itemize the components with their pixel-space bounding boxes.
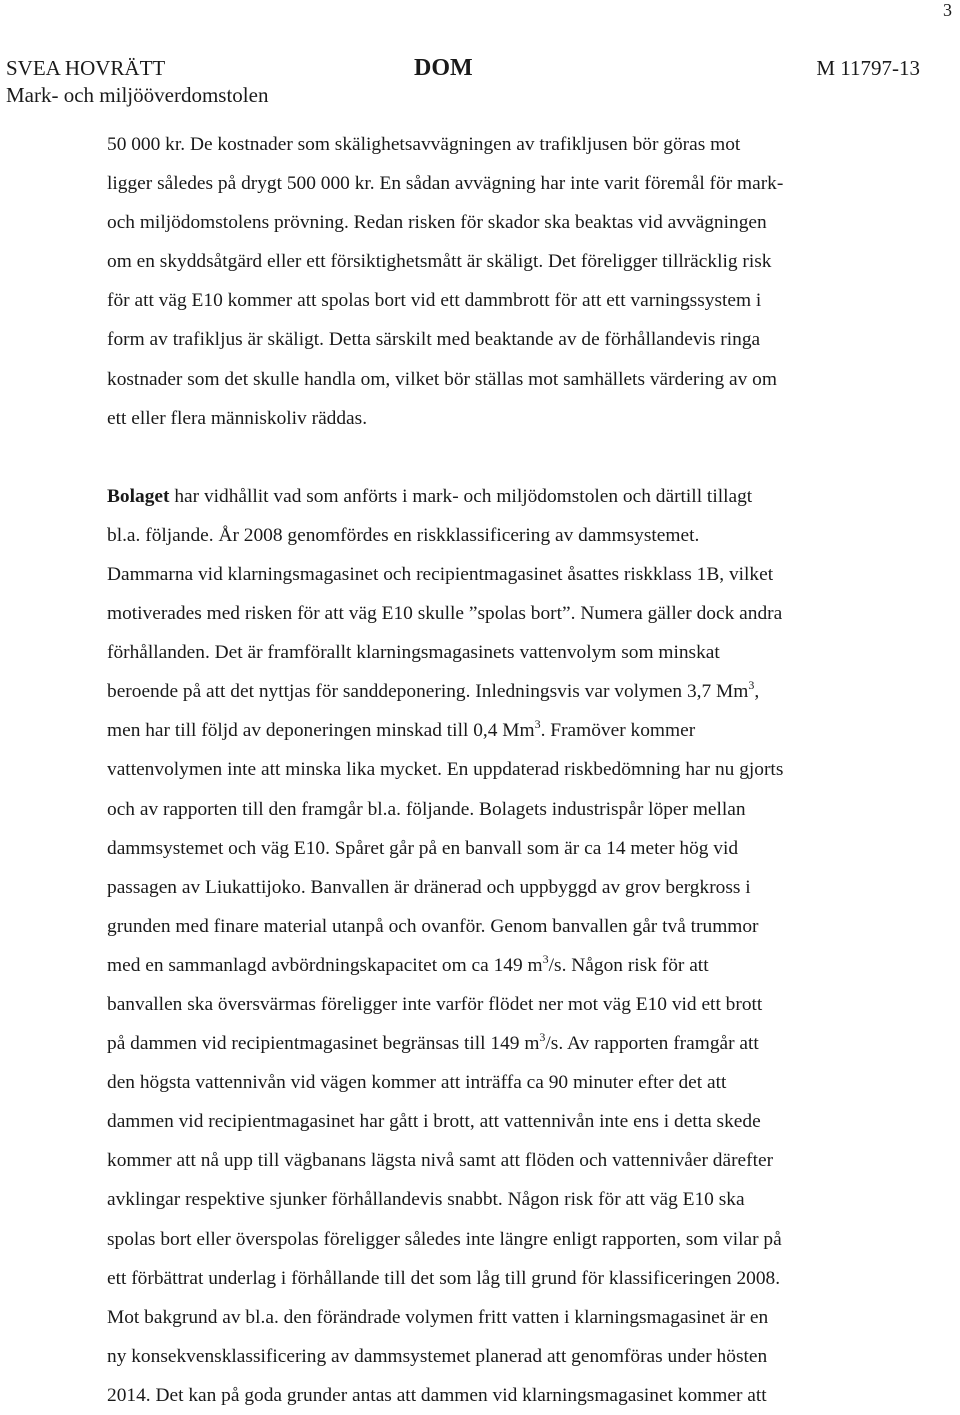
text-line: förhållanden. Det är framförallt klarningsmagasinets vattenvolym som minskat	[107, 642, 720, 664]
text-line: och miljödomstolens prövning. Redan risken för skador ska beaktas vid avvägningen	[107, 212, 767, 234]
text-line: motiverades med risken för att väg E10 skulle ”spolas bort”. Numera gäller dock andra	[107, 603, 783, 625]
party-name-bold: Bolaget	[107, 485, 170, 507]
text-line: ligger således på drygt 500 000 kr. En sådan avvägning har inte varit föremål för mark-	[107, 173, 784, 195]
text-line: spolas bort eller överspolas föreligger således inte längre enligt rapporten, som vilar på	[107, 1228, 782, 1250]
text-line: den högsta vattennivån vid vägen kommer att inträffa ca 90 minuter efter det att	[107, 1072, 727, 1094]
text-fragment: ,	[754, 681, 760, 703]
text-fragment: /s. Av rapporten framgår att	[545, 1033, 759, 1055]
document-body	[107, 125, 907, 1415]
text-line: om en skyddsåtgärd eller ett försiktighetsmått är skäligt. Det föreligger tillräcklig risk	[107, 251, 772, 273]
paragraph-costs	[107, 125, 907, 438]
court-name-line1: SVEA HOVRÄTT	[6, 56, 166, 80]
text-fragment: på dammen vid recipientmagasinet begränsas till 149 m	[107, 1033, 540, 1055]
text-line: passagen av Liukattijoko. Banvallen är dränerad och uppbyggd av grov bergkross i	[107, 876, 751, 898]
text-fragment: . Framöver kommer	[540, 720, 696, 742]
superscript: 3	[539, 1030, 546, 1045]
text-fragment: med en sammanlagd avbördningskapacitet om ca 149 m	[107, 954, 543, 976]
document-header	[6, 55, 926, 105]
text-line: 50 000 kr. De kostnader som skälighetsavvägningen av trafikljusen bör göras mot	[107, 134, 741, 155]
text-fragment: men har till följd av deponeringen minskad till 0,4 Mm	[107, 720, 535, 742]
court-name	[6, 55, 268, 109]
text-fragment: beroende på att det nyttjas för sanddeponering. Inledningsvis var volymen 3,7 Mm	[107, 681, 749, 703]
text-line	[107, 1024, 907, 1063]
court-name-line2: Mark- och miljööverdomstolen	[6, 83, 269, 107]
page-number: 3	[943, 0, 952, 20]
text-line: banvallen ska översvärmas föreligger inte varför flödet ner mot väg E10 vid ett brott	[107, 993, 763, 1015]
text-line: grunden med finare material utanpå och ovanför. Genom banvallen går två trummor	[107, 915, 759, 937]
document-type: DOM	[414, 55, 473, 81]
text-line: avklingar respektive sjunker förhållandevis snabbt. Någon risk för att väg E10 ska	[107, 1189, 745, 1211]
text-fragment: /s. Någon risk för att	[548, 954, 709, 976]
paragraph-company-position	[107, 477, 907, 1415]
text-line: ny konsekvensklassificering av dammsystemet planerad att genomföras under hösten	[107, 1345, 768, 1367]
superscript: 3	[748, 678, 755, 693]
text-line: ett eller flera människoliv räddas.	[107, 407, 368, 429]
text-line: 2014. Det kan på goda grunder antas att dammen vid klarningsmagasinet kommer att	[107, 1384, 767, 1406]
text-fragment: har vidhållit vad som anförts i mark- och miljödomstolen och därtill tillagt	[169, 485, 753, 507]
text-line: kommer att nå upp till vägbanans lägsta nivå samt att flöden och vattennivåer därefter	[107, 1150, 774, 1172]
text-line: Mot bakgrund av bl.a. den förändrade volymen fritt vatten i klarningsmagasinet är en	[107, 1306, 769, 1328]
text-line: bl.a. följande. År 2008 genomfördes en riskklassificering av dammsystemet.	[107, 524, 700, 546]
text-line	[107, 946, 907, 985]
text-line: form av trafikljus är skäligt. Detta särskilt med beaktande av de förhållandevis ringa	[107, 329, 761, 351]
text-line: och av rapporten till den framgår bl.a. följande. Bolagets industrispår löper mellan	[107, 798, 746, 820]
text-line	[107, 477, 907, 516]
superscript: 3	[542, 951, 549, 966]
text-line	[107, 672, 907, 711]
superscript: 3	[534, 717, 541, 732]
text-line: dammsystemet och väg E10. Spåret går på en banvall som är ca 14 meter hög vid	[107, 837, 739, 859]
text-line: vattenvolymen inte att minska lika mycket. En uppdaterad riskbedömning har nu gjorts	[107, 759, 784, 781]
text-line: kostnader som det skulle handla om, vilket bör ställas mot samhällets värdering av om	[107, 368, 777, 390]
case-number: M 11797-13	[816, 56, 920, 80]
text-line: för att väg E10 kommer att spolas bort vid ett dammbrott för att ett varningssystem i	[107, 290, 762, 312]
text-line: dammen vid recipientmagasinet har gått i brott, att vattennivån inte ens i detta skede	[107, 1111, 761, 1133]
text-line	[107, 711, 907, 750]
text-line: Dammarna vid klarningsmagasinet och recipientmagasinet åsattes riskklass 1B, vilket	[107, 563, 774, 585]
text-line: ett förbättrat underlag i förhållande till det som låg till grund för klassificeringen 2008.	[107, 1267, 781, 1289]
